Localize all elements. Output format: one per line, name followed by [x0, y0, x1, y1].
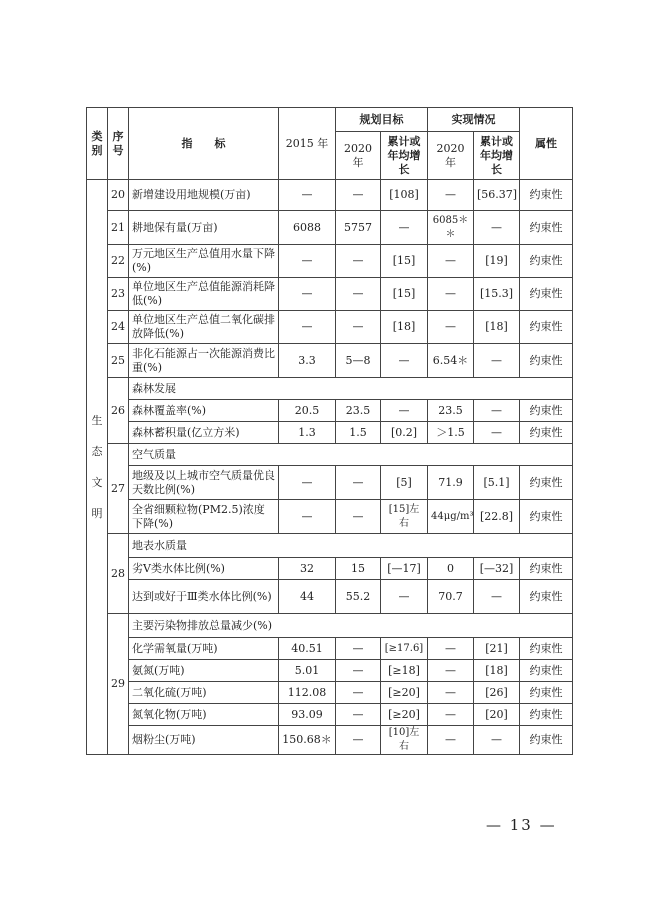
- row-seq: 20: [108, 180, 129, 211]
- row-indicator: 万元地区生产总值用水量下降(%): [129, 245, 279, 278]
- row-actual-2020: 71.9: [428, 466, 474, 500]
- row-plan-2020: 1.5: [336, 422, 381, 444]
- row-plan-2020: —: [336, 278, 381, 311]
- row-attr: 约束性: [520, 278, 573, 311]
- row-2015: 5.01: [279, 660, 336, 682]
- row-actual-cumulative: [5.1]: [474, 466, 520, 500]
- row-plan-cumulative: [≥18]: [381, 660, 428, 682]
- category-char: 态: [91, 445, 103, 458]
- row-2015: 20.5: [279, 400, 336, 422]
- row-actual-cumulative: [22.8]: [474, 500, 520, 534]
- row-attr: 约束性: [520, 726, 573, 755]
- row-actual-2020: 23.5: [428, 400, 474, 422]
- row-indicator: 单位地区生产总值二氧化碳排放降低(%): [129, 311, 279, 344]
- row-indicator: 劣Ⅴ类水体比例(%): [129, 558, 279, 580]
- header-actual-2020: 2020 年: [428, 132, 474, 180]
- indicator-table: [86, 107, 573, 755]
- row-actual-2020: ＞1.5: [428, 422, 474, 444]
- row-actual-2020: —: [428, 245, 474, 278]
- row-actual-2020: —: [428, 726, 474, 755]
- row-2015: 1.3: [279, 422, 336, 444]
- row-actual-cumulative: [20]: [474, 704, 520, 726]
- row-plan-cumulative: [15]: [381, 245, 428, 278]
- row-seq: 25: [108, 344, 129, 378]
- row-actual-cumulative: —: [474, 726, 520, 755]
- row-seq: 23: [108, 278, 129, 311]
- row-indicator: 森林覆盖率(%): [129, 400, 279, 422]
- row-actual-2020: —: [428, 638, 474, 660]
- row-indicator: 氮氧化物(万吨): [129, 704, 279, 726]
- row-plan-cumulative: [≥20]: [381, 704, 428, 726]
- row-actual-2020: 44μg/m³: [428, 500, 474, 534]
- row-plan-2020: —: [336, 311, 381, 344]
- row-actual-cumulative: [19]: [474, 245, 520, 278]
- row-actual-cumulative: [21]: [474, 638, 520, 660]
- row-indicator: 达到或好于Ⅲ类水体比例(%): [129, 580, 279, 614]
- row-actual-cumulative: —: [474, 400, 520, 422]
- row-plan-2020: —: [336, 466, 381, 500]
- header-plan-cumulative: 累计或年均增长: [381, 132, 428, 180]
- row-plan-cumulative: [0.2]: [381, 422, 428, 444]
- header-actual-cumulative: 累计或年均增长: [474, 132, 520, 180]
- row-2015: 3.3: [279, 344, 336, 378]
- row-2015: —: [279, 466, 336, 500]
- row-plan-cumulative: [—17]: [381, 558, 428, 580]
- row-attr: 约束性: [520, 580, 573, 614]
- row-plan-cumulative: [≥17.6]: [381, 638, 428, 660]
- row-plan-2020: —: [336, 660, 381, 682]
- header-attr: 属性: [520, 108, 573, 180]
- row-seq: 26: [108, 378, 129, 444]
- group-title: 主要污染物排放总量减少(%): [129, 614, 573, 638]
- row-attr: 约束性: [520, 500, 573, 534]
- row-2015: —: [279, 500, 336, 534]
- row-2015: 40.51: [279, 638, 336, 660]
- row-actual-cumulative: —: [474, 422, 520, 444]
- row-2015: —: [279, 180, 336, 211]
- row-indicator: 氨氮(万吨): [129, 660, 279, 682]
- header-category: 类别: [87, 108, 108, 180]
- row-plan-cumulative: [18]: [381, 311, 428, 344]
- category-char: 明: [91, 507, 103, 520]
- row-plan-cumulative: —: [381, 344, 428, 378]
- row-actual-2020: —: [428, 311, 474, 344]
- row-2015: 32: [279, 558, 336, 580]
- header-seq: 序号: [108, 108, 129, 180]
- row-indicator: 森林蓄积量(亿立方米): [129, 422, 279, 444]
- row-attr: 约束性: [520, 660, 573, 682]
- row-plan-cumulative: —: [381, 211, 428, 245]
- row-attr: 约束性: [520, 558, 573, 580]
- row-2015: 44: [279, 580, 336, 614]
- row-actual-2020: 6085＊＊: [428, 211, 474, 245]
- row-attr: 约束性: [520, 245, 573, 278]
- page-number: — 13 —: [486, 816, 557, 834]
- row-2015: —: [279, 311, 336, 344]
- row-plan-2020: —: [336, 500, 381, 534]
- row-actual-cumulative: —: [474, 344, 520, 378]
- row-seq: 29: [108, 614, 129, 755]
- row-plan-2020: —: [336, 245, 381, 278]
- row-seq: 28: [108, 534, 129, 614]
- row-2015: 93.09: [279, 704, 336, 726]
- row-plan-2020: 5757: [336, 211, 381, 245]
- row-actual-2020: —: [428, 682, 474, 704]
- row-indicator: 全省细颗粒物(PM2.5)浓度下降(%): [129, 500, 279, 534]
- header-actual-group: 实现情况: [428, 108, 520, 132]
- row-actual-cumulative: —: [474, 580, 520, 614]
- row-plan-cumulative: [108]: [381, 180, 428, 211]
- row-actual-2020: —: [428, 704, 474, 726]
- group-title: 森林发展: [129, 378, 573, 400]
- row-actual-cumulative: [18]: [474, 660, 520, 682]
- row-seq: 22: [108, 245, 129, 278]
- row-attr: 约束性: [520, 638, 573, 660]
- row-plan-cumulative: —: [381, 400, 428, 422]
- row-attr: 约束性: [520, 344, 573, 378]
- row-indicator: 非化石能源占一次能源消费比重(%): [129, 344, 279, 378]
- row-plan-cumulative: [15]左右: [381, 500, 428, 534]
- row-actual-2020: —: [428, 660, 474, 682]
- row-plan-cumulative: [10]左右: [381, 726, 428, 755]
- category-char: 文: [91, 476, 103, 489]
- category-char: 生: [91, 414, 103, 427]
- header-2015: 2015 年: [279, 108, 336, 180]
- row-plan-2020: —: [336, 726, 381, 755]
- row-plan-cumulative: —: [381, 580, 428, 614]
- header-plan-2020: 2020 年: [336, 132, 381, 180]
- row-plan-2020: —: [336, 682, 381, 704]
- row-attr: 约束性: [520, 704, 573, 726]
- row-attr: 约束性: [520, 682, 573, 704]
- row-attr: 约束性: [520, 211, 573, 245]
- row-seq: 27: [108, 444, 129, 534]
- row-actual-cumulative: —: [474, 211, 520, 245]
- row-plan-2020: —: [336, 638, 381, 660]
- row-plan-2020: —: [336, 704, 381, 726]
- header-plan-group: 规划目标: [336, 108, 428, 132]
- row-actual-2020: 0: [428, 558, 474, 580]
- row-indicator: 单位地区生产总值能源消耗降低(%): [129, 278, 279, 311]
- row-indicator: 新增建设用地规模(万亩): [129, 180, 279, 211]
- row-actual-cumulative: [18]: [474, 311, 520, 344]
- row-2015: —: [279, 278, 336, 311]
- row-2015: 112.08: [279, 682, 336, 704]
- group-title: 空气质量: [129, 444, 573, 466]
- row-2015: 6088: [279, 211, 336, 245]
- row-plan-cumulative: [≥20]: [381, 682, 428, 704]
- row-2015: —: [279, 245, 336, 278]
- row-plan-cumulative: [15]: [381, 278, 428, 311]
- row-indicator: 耕地保有量(万亩): [129, 211, 279, 245]
- row-attr: 约束性: [520, 466, 573, 500]
- group-title: 地表水质量: [129, 534, 573, 558]
- row-seq: 21: [108, 211, 129, 245]
- row-actual-cumulative: [56.37]: [474, 180, 520, 211]
- row-actual-cumulative: [—32]: [474, 558, 520, 580]
- row-plan-2020: 55.2: [336, 580, 381, 614]
- row-seq: 24: [108, 311, 129, 344]
- row-plan-cumulative: [5]: [381, 466, 428, 500]
- row-plan-2020: 5—8: [336, 344, 381, 378]
- row-indicator: 二氧化硫(万吨): [129, 682, 279, 704]
- row-attr: 约束性: [520, 422, 573, 444]
- header-indicator: 指 标: [129, 108, 279, 180]
- row-indicator: 地级及以上城市空气质量优良天数比例(%): [129, 466, 279, 500]
- row-actual-2020: 70.7: [428, 580, 474, 614]
- row-actual-2020: —: [428, 278, 474, 311]
- row-actual-cumulative: [26]: [474, 682, 520, 704]
- row-actual-2020: —: [428, 180, 474, 211]
- row-plan-2020: —: [336, 180, 381, 211]
- row-plan-2020: 23.5: [336, 400, 381, 422]
- row-attr: 约束性: [520, 311, 573, 344]
- row-indicator: 化学需氧量(万吨): [129, 638, 279, 660]
- row-actual-cumulative: [15.3]: [474, 278, 520, 311]
- row-attr: 约束性: [520, 400, 573, 422]
- row-attr: 约束性: [520, 180, 573, 211]
- row-actual-2020: 6.54＊: [428, 344, 474, 378]
- row-2015: 150.68＊: [279, 726, 336, 755]
- row-plan-2020: 15: [336, 558, 381, 580]
- category-cell: [87, 180, 108, 755]
- row-indicator: 烟粉尘(万吨): [129, 726, 279, 755]
